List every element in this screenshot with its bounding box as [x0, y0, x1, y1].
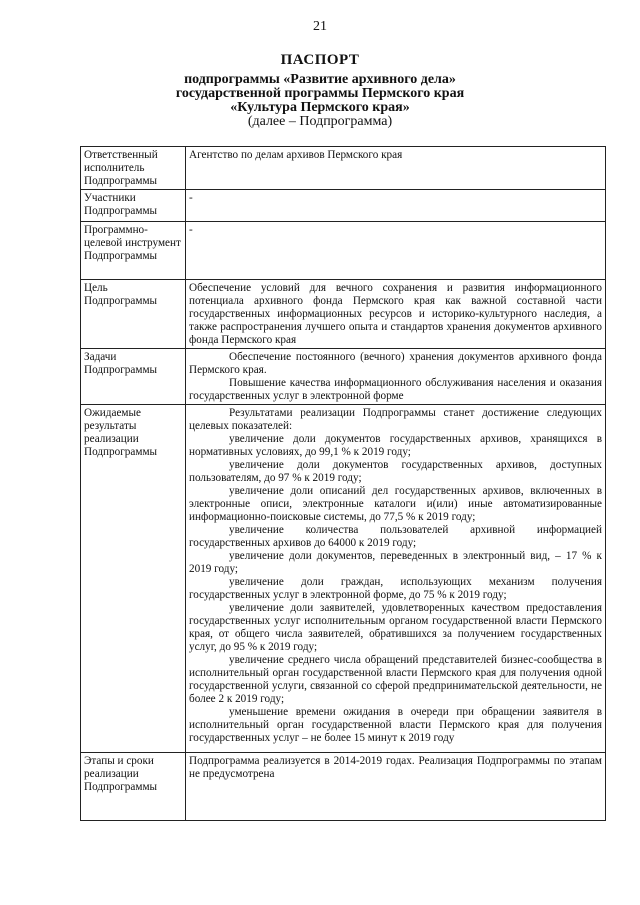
row-paragraph: увеличение доли заявителей, удовлетворенных качеством предоставления государственных услуг исполнительным органом государственной власти Пермского края, от общего числа заявителей, обратившихся за получением государственных услуг, до 95 % к 2019 году;	[189, 602, 602, 653]
row-label: Ответственный исполнитель Подпрограммы	[81, 147, 186, 190]
document-title: ПАСПОРТ	[280, 52, 360, 68]
page-number: 21	[313, 19, 327, 34]
row-value	[186, 222, 606, 280]
row-value	[186, 405, 606, 753]
table-row-stages	[81, 753, 606, 821]
row-paragraph: увеличение доли граждан, использующих механизм получения государственных услуг в электронной форме, до 75 % к 2019 году;	[189, 576, 602, 601]
table-row-instrument	[81, 222, 606, 280]
subtitle-line-2: государственной программы Пермского края	[175, 86, 465, 101]
table-row-responsible	[81, 147, 606, 190]
row-paragraph: увеличение количества пользователей архивной информацией государственных архивов до 64000 к 2019 году;	[189, 524, 602, 549]
table-row-tasks	[81, 349, 606, 405]
row-label: Цель Подпрограммы	[81, 280, 186, 349]
row-value	[186, 349, 606, 405]
row-paragraph: -	[189, 224, 193, 236]
row-paragraph: Результатами реализации Подпрограммы станет достижение следующих целевых показателей:	[189, 407, 602, 432]
document-subtitle	[0, 73, 640, 129]
row-label: Программно-целевой инструмент Подпрограммы	[81, 222, 186, 280]
subtitle-line-3: «Культура Пермского края»	[230, 100, 410, 115]
table-row-goal	[81, 280, 606, 349]
row-paragraph: Подпрограмма реализуется в 2014-2019 годах. Реализация Подпрограммы по этапам не предусмотрена	[189, 755, 602, 780]
row-value	[186, 147, 606, 190]
row-paragraph: Агентство по делам архивов Пермского края	[189, 149, 403, 161]
row-label: Этапы и сроки реализации Подпрограммы	[81, 753, 186, 821]
row-value	[186, 280, 606, 349]
row-label: Участники Подпрограммы	[81, 190, 186, 222]
row-label: Задачи Подпрограммы	[81, 349, 186, 405]
row-paragraph: увеличение среднего числа обращений представителей бизнес-сообщества в исполнительный орган государственной власти Пермского края для получения одной государственной услуги, связанной со сферой предпринимательской деятельности, не более 2 к 2019 году;	[189, 654, 602, 705]
row-value	[186, 190, 606, 222]
table-row-results	[81, 405, 606, 753]
row-paragraph: Обеспечение постоянного (вечного) хранения документов архивного фонда Пермского края.	[189, 351, 602, 376]
row-label: Ожидаемые результаты реализации Подпрограммы	[81, 405, 186, 753]
row-value	[186, 753, 606, 821]
row-paragraph: Повышение качества информационного обслуживания населения и оказания государственных услуг в электронной форме	[189, 377, 602, 402]
row-paragraph: Обеспечение условий для вечного сохранения и развития информационного потенциала архивного фонда Пермского края как важной составной части государственных информационных ресурсов и историко-культурного наследия, а также распространения лучшего опыта и стандартов хранения документов архивного фонда Пермского края	[189, 282, 602, 346]
subtitle-line-4: (далее – Подпрограмма)	[247, 114, 393, 129]
row-paragraph: уменьшение времени ожидания в очереди при обращении заявителя в исполнительный орган государственной власти Пермского края для получения государственных услуг – не более 15 минут к 2019 году	[189, 706, 602, 744]
row-paragraph: увеличение доли документов государственных архивов, доступных пользователям, до 97 % к 2019 году;	[189, 459, 602, 484]
row-paragraph: -	[189, 192, 193, 204]
subtitle-line-1: подпрограммы «Развитие архивного дела»	[184, 72, 456, 87]
row-paragraph: увеличение доли документов, переведенных в электронный вид, – 17 % к 2019 году;	[189, 550, 602, 575]
passport-table	[80, 146, 606, 821]
row-paragraph: увеличение доли документов государственных архивов, хранящихся в нормативных условиях, до 99,1 % к 2019 году;	[189, 433, 602, 458]
table-row-participants	[81, 190, 606, 222]
row-paragraph: увеличение доли описаний дел государственных архивов, включенных в электронные описи, электронные каталоги и(или) иные автоматизированные информационно-поисковые системы, до 77,5 % к 2019 году;	[189, 485, 602, 523]
